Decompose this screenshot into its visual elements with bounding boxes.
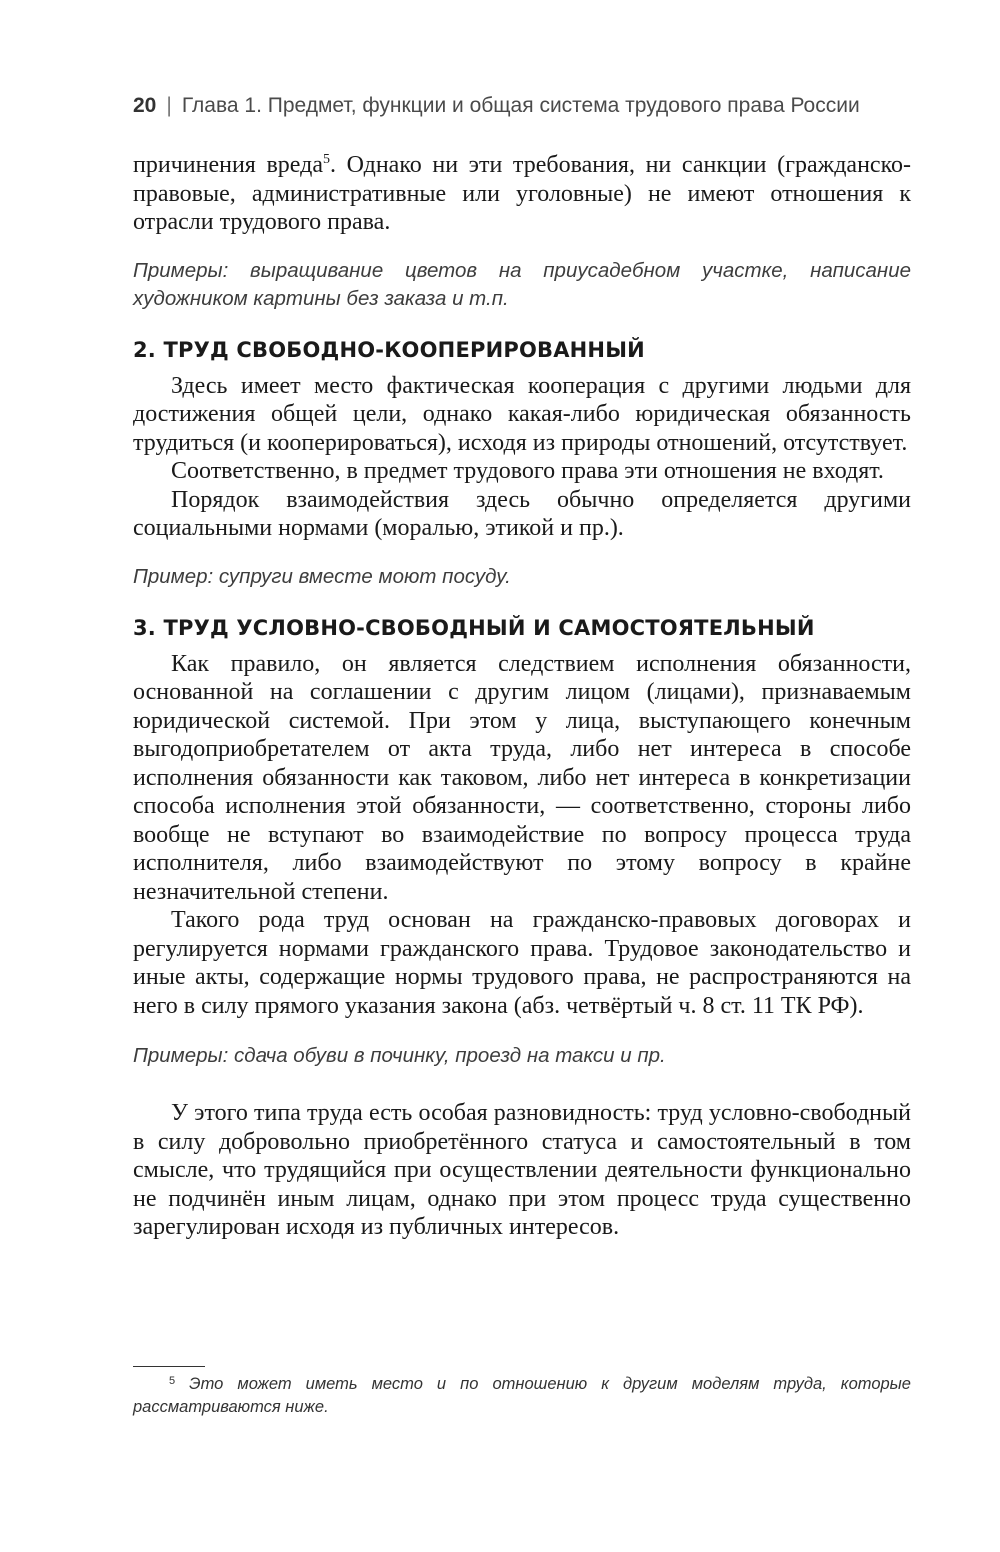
main-text bbox=[133, 151, 911, 1242]
header-separator: | bbox=[166, 94, 172, 117]
footnote-reference[interactable]: 5 bbox=[322, 152, 330, 167]
intro-text-end: . Однако ни эти требования, ни санкции (гражданско-правовые, административные или уголовные) не имеют отношения к отрасли трудового права. bbox=[133, 152, 911, 235]
section-3-example: Примеры: сдача обуви в починку, проезд на такси и пр. bbox=[133, 1044, 666, 1067]
section-3-heading: 3. ТРУД УСЛОВНО-СВОБОДНЫЙ И САМОСТОЯТЕЛЬНЫЙ bbox=[133, 615, 815, 640]
intro-paragraph bbox=[133, 151, 911, 237]
footnote bbox=[133, 1373, 911, 1419]
section-3-paragraph-3: У этого типа труда есть особая разновидность: труд условно-свободный в силу добровольно приобретённого статуса и самостоятельный в том смысле, что трудящийся при осуществлении деятельности функционально не подчинён иным лицам, однако при этом процесс труда существенно зарегулирован исходя из публичных интересов. bbox=[133, 1100, 911, 1240]
running-header bbox=[133, 94, 911, 118]
intro-text-start: причинения вреда bbox=[133, 152, 323, 178]
footnote-divider bbox=[133, 1366, 205, 1367]
footnote-number: 5 bbox=[169, 1375, 176, 1387]
chapter-title: Глава 1. Предмет, функции и общая система трудового права России bbox=[181, 94, 860, 117]
section-3-paragraph-2: Такого рода труд основан на гражданско-правовых договорах и регулируется нормами гражданского права. Трудовое законодательство и иные акты, содержащие нормы трудового права, не распространяются на него в силу прямого указания закона (абз. четвёртый ч. 8 ст. 11 ТК РФ). bbox=[133, 907, 911, 1019]
example-1: Примеры: выращивание цветов на приусадебном участке, написание художником картины без заказа и т.п. bbox=[133, 258, 911, 310]
section-2-paragraph-3: Порядок взаимодействия здесь обычно определяется другими социальными нормами (моралью, этикой и пр.). bbox=[133, 486, 911, 541]
section-2-heading: 2. ТРУД СВОБОДНО-КООПЕРИРОВАННЫЙ bbox=[133, 337, 645, 362]
section-2-paragraph-2: Соответственно, в предмет трудового права эти отношения не входят. bbox=[171, 458, 884, 484]
section-2-example: Пример: супруги вместе моют посуду. bbox=[133, 564, 511, 588]
section-2-paragraph-1: Здесь имеет место фактическая кооперация с другими людьми для достижения общей цели, однако какая-либо юридическая обязанность трудиться (и кооперироваться), исходя из природы отношений, отсутствует. bbox=[133, 372, 911, 456]
page-number: 20 bbox=[133, 94, 157, 117]
footnote-text: Это может иметь место и по отношению к другим моделям труда, которые рассматриваются ниже. bbox=[133, 1375, 911, 1416]
section-3-paragraph-1: Как правило, он является следствием исполнения обязанности, основанной на соглашении с другим лицом (лицами), признаваемым юридической системой. При этом у лица, выступающего конечным выгодоприобретателем от акта труда, либо нет интереса в способе исполнения обязанности как таковом, либо нет интереса в конкретизации способа исполнения этой обязанности, — соответственно, стороны либо вообще не вступают во взаимодействие по вопросу процесса труда исполнителя, либо взаимодействуют по этому вопросу в крайне незначительной степени. bbox=[133, 650, 911, 905]
